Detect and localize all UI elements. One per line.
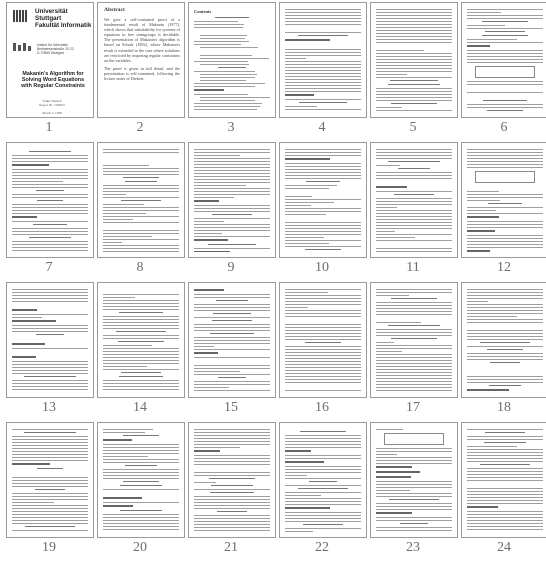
page-preview[interactable] (6, 2, 94, 118)
page-thumbnail[interactable] (368, 142, 458, 282)
page-thumbnail[interactable] (4, 282, 94, 422)
page-text-block (376, 149, 452, 252)
page-number-label: 23 (406, 540, 420, 555)
page-number-label: 18 (497, 400, 511, 415)
page-preview[interactable] (461, 142, 546, 258)
page-number-label: 7 (45, 260, 53, 275)
page-thumbnail[interactable] (4, 422, 94, 562)
page-text-block (467, 149, 543, 252)
page-text-block (467, 429, 543, 532)
page-text-block (103, 429, 179, 532)
page-thumbnail[interactable] (186, 2, 276, 142)
page-number-label: 22 (315, 540, 329, 555)
page-preview[interactable] (279, 422, 367, 538)
page-number-label: 12 (497, 260, 511, 275)
page-preview[interactable] (370, 142, 458, 258)
page-text-block (12, 289, 88, 392)
page-number-label: 15 (224, 400, 238, 415)
page-preview[interactable] (279, 2, 367, 118)
page-preview[interactable] (370, 2, 458, 118)
page-preview[interactable] (370, 282, 458, 398)
page-thumbnail[interactable] (277, 422, 367, 562)
university-name: Universität Stuttgart Fakultät Informatik (35, 8, 92, 29)
page-preview[interactable] (370, 422, 458, 538)
page-thumbnail[interactable] (95, 422, 185, 562)
report-title: Makanin's Algorithm for Solving Word Equations with Regular Constraints (21, 71, 85, 89)
page-text-block (285, 429, 361, 532)
page-number-label: 3 (227, 120, 235, 135)
page-preview[interactable] (188, 142, 276, 258)
abstract-text: We give a self-contained proof of a fundamental result of Makanin (1977), which shows that satisfiability for systems of equations in free semigroups is decidable. The presentation of Makanin's algorithm is based on Schulz (1992), where Makanin's result is extended to the case where solutions are restricted by imposing regular constraints on the variables. The proof is given in full detail, and the presentation is self-contained, following the lecture notes of Diekert. (104, 17, 180, 82)
page-number-label: 14 (133, 400, 147, 415)
institute-address: Institut für Informatik Breitwiesenstraße 20-22 D-70565 Stuttgart (37, 43, 74, 56)
report-author: Volker Diekert Report Nr. 1998/02 (39, 99, 65, 107)
page-number-label: 8 (136, 260, 144, 275)
page-thumbnail[interactable] (4, 2, 94, 142)
page-thumbnail[interactable] (368, 282, 458, 422)
page-text-block (376, 429, 452, 532)
page-text-block (194, 289, 270, 392)
page-thumbnail[interactable] (186, 282, 276, 422)
page-number-label: 13 (42, 400, 56, 415)
page-number-label: 11 (406, 260, 420, 275)
university-logo-icon (13, 9, 31, 23)
page-thumbnail[interactable] (95, 142, 185, 282)
page-text-block (285, 149, 361, 252)
page-preview[interactable] (6, 422, 94, 538)
page-text-block (376, 289, 452, 392)
page-preview[interactable] (6, 142, 94, 258)
page-text-block (467, 289, 543, 392)
page-text-block (103, 149, 179, 252)
page-thumbnail[interactable] (277, 282, 367, 422)
page-thumbnail[interactable] (4, 142, 94, 282)
page-preview[interactable] (97, 142, 185, 258)
page-number-label: 1 (45, 120, 53, 135)
page-number-label: 9 (227, 260, 235, 275)
report-date: March 2, 1998 (42, 111, 62, 115)
page-preview[interactable] (97, 282, 185, 398)
abstract-heading: Abstract (104, 7, 125, 13)
page-thumbnail[interactable] (277, 2, 367, 142)
page-preview[interactable] (97, 422, 185, 538)
toc-heading: Contents (194, 9, 212, 14)
page-number-label: 20 (133, 540, 147, 555)
page-text-block (194, 9, 270, 112)
page-preview[interactable] (461, 422, 546, 538)
page-text-block (285, 289, 361, 392)
page-thumbnail[interactable] (186, 422, 276, 562)
page-preview[interactable] (461, 282, 546, 398)
page-text-block (376, 9, 452, 112)
page-thumbnail[interactable] (459, 2, 546, 142)
page-number-label: 10 (315, 260, 329, 275)
page-thumbnail[interactable] (459, 422, 546, 562)
page-number-label: 19 (42, 540, 56, 555)
page-text-block (12, 149, 88, 252)
page-thumbnail[interactable] (368, 422, 458, 562)
page-number-label: 16 (315, 400, 329, 415)
page-thumbnail[interactable] (95, 282, 185, 422)
page-text-block (12, 429, 88, 532)
page-number-label: 5 (409, 120, 417, 135)
page-number-label: 21 (224, 540, 238, 555)
page-thumbnail[interactable] (95, 2, 185, 142)
page-preview[interactable] (279, 142, 367, 258)
page-preview[interactable] (97, 2, 185, 118)
page-number-label: 24 (497, 540, 511, 555)
page-number-label: 17 (406, 400, 420, 415)
page-number-label: 4 (318, 120, 326, 135)
faculty-logo-icon (13, 43, 31, 51)
page-preview[interactable] (6, 282, 94, 398)
page-preview[interactable] (188, 2, 276, 118)
page-preview[interactable] (188, 282, 276, 398)
page-thumbnail[interactable] (368, 2, 458, 142)
page-text-block (194, 149, 270, 252)
page-preview[interactable] (461, 2, 546, 118)
page-number-label: 2 (136, 120, 144, 135)
page-thumbnail[interactable] (277, 142, 367, 282)
page-number-label: 6 (500, 120, 508, 135)
page-thumbnail[interactable] (459, 282, 546, 422)
page-thumbnail[interactable] (459, 142, 546, 282)
page-preview[interactable] (188, 422, 276, 538)
page-preview[interactable] (279, 282, 367, 398)
page-text-block (467, 9, 543, 112)
page-thumbnail[interactable] (186, 142, 276, 282)
page-text-block (103, 289, 179, 392)
page-text-block (194, 429, 270, 532)
page-text-block (285, 9, 361, 112)
